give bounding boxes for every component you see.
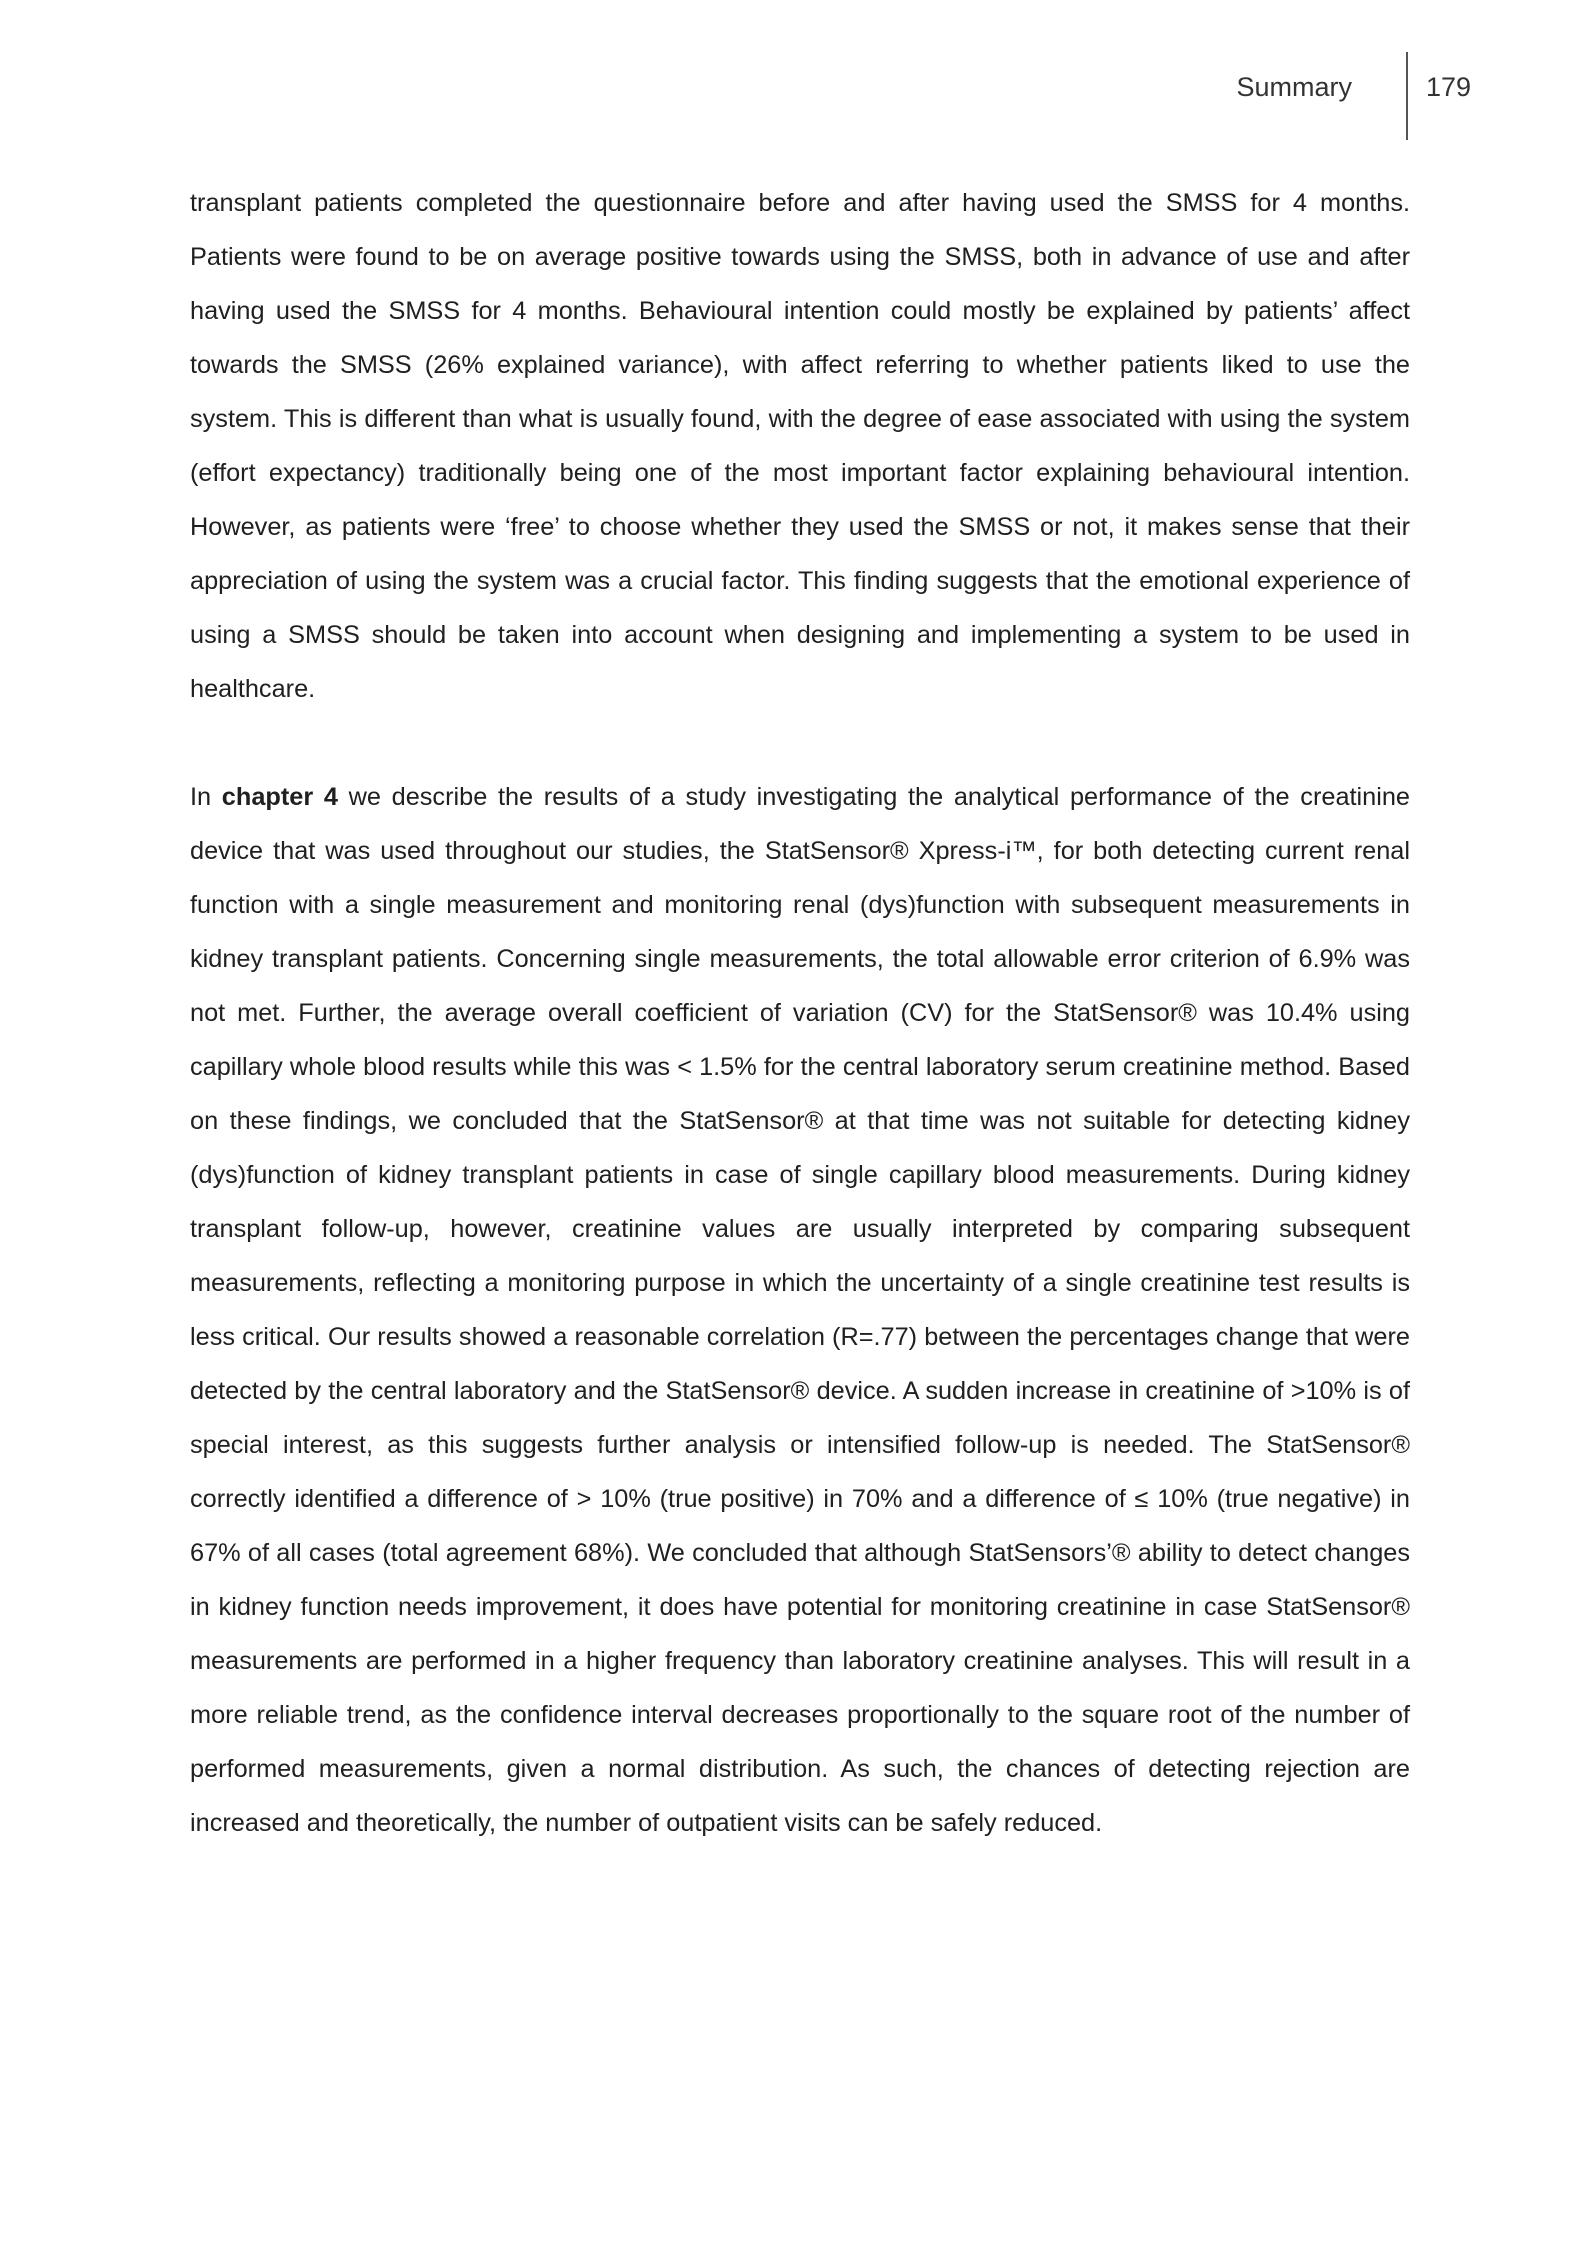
header-divider bbox=[1406, 52, 1408, 140]
running-header bbox=[1220, 48, 1530, 140]
section-title: Summary bbox=[1236, 72, 1352, 102]
paragraph-chapter-4 bbox=[190, 770, 1410, 1850]
paragraph-text: transplant patients completed the questionnaire before and after having used the SMSS for 4 months. Patients were found to be on average positive towards using the SMSS, both in advance of use and after having used the SMSS for 4 months. Behavioural intention could mostly be explained by patients’ affect towards the SMSS (26% explained variance), with affect referring to whether patients liked to use the system. This is different than what is usually found, with the degree of ease associated with using the system (effort expectancy) traditionally being one of the most important factor explaining behavioural intention. However, as patients were ‘free’ to choose whether they used the SMSS or not, it makes sense that their appreciation of using the system was a crucial factor. This finding suggests that the emotional experience of using a SMSS should be taken into account when designing and implementing a system to be used in healthcare. bbox=[190, 189, 1410, 703]
body-text bbox=[190, 176, 1410, 1850]
paragraph-continuation bbox=[190, 176, 1410, 716]
chapter-reference: chapter 4 bbox=[221, 783, 338, 811]
paragraph-lead: In bbox=[190, 783, 222, 811]
page-number: 179 bbox=[1426, 72, 1472, 102]
paragraph-text: we describe the results of a study investigating the analytical performance of the creatinine device that was used throughout our studies, the StatSensor® Xpress-i™, for both detecting current renal function with a single measurement and monitoring renal (dys)function with subsequent measurements in kidney transplant patients. Concerning single measurements, the total allowable error criterion of 6.9% was not met. Further, the average overall coefficient of variation (CV) for the StatSensor® was 10.4% using capillary whole blood results while this was < 1.5% for the central laboratory serum creatinine method. Based on these findings, we concluded that the StatSensor® at that time was not suitable for detecting kidney (dys)function of kidney transplant patients in case of single capillary blood measurements. During kidney transplant follow-up, however, creatinine values are usually interpreted by comparing subsequent measurements, reflecting a monitoring purpose in which the uncertainty of a single creatinine test results is less critical. Our results showed a reasonable correlation (R=.77) between the percentages change that were detected by the central laboratory and the StatSensor® device. A sudden increase in creatinine of >10% is of special interest, as this suggests further analysis or intensified follow-up is needed. The StatSensor® correctly identified a difference of > 10% (true positive) in 70% and a difference of ≤ 10% (true negative) in 67% of all cases (total agreement 68%). We concluded that although StatSensors’® ability to detect changes in kidney function needs improvement, it does have potential for monitoring creatinine in case StatSensor® measurements are performed in a higher frequency than laboratory creatinine analyses. This will result in a more reliable trend, as the confidence interval decreases proportionally to the square root of the number of performed measurements, given a normal distribution. As such, the chances of detecting rejection are increased and theoretically, the number of outpatient visits can be safely reduced. bbox=[190, 783, 1410, 1837]
